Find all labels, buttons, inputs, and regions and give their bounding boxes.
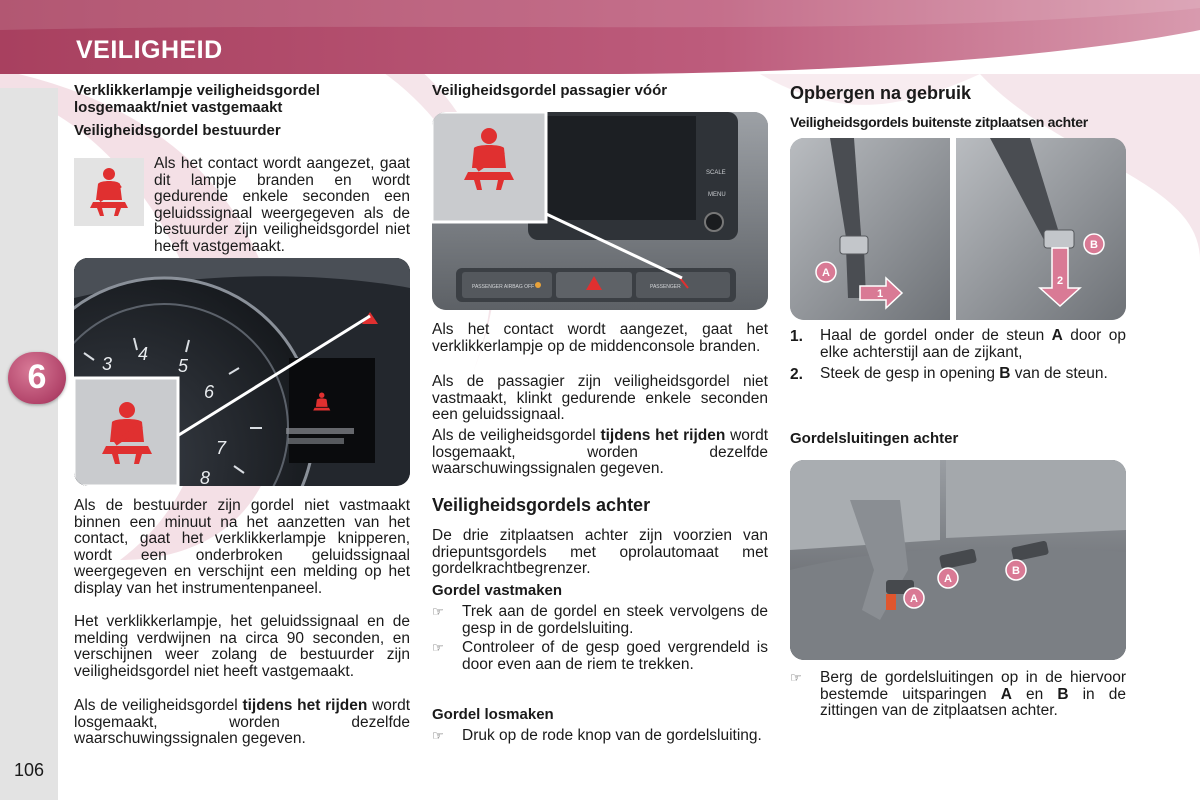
label-2: 2: [1056, 275, 1064, 287]
subheading-outer-seats: Veiligheidsgordels buitenste zitplaatsen achter: [790, 114, 1088, 130]
text-bold: tijdens het rijden: [242, 697, 368, 714]
passenger-label: PASSENGER: [650, 284, 681, 290]
stow-buckles-text: [820, 670, 1126, 720]
label-1: 1: [876, 288, 884, 300]
text-span: Berg de gordelsluitingen op in de hiervoor bestemde uitsparingen: [820, 669, 1126, 703]
pointing-hand-icon: ☞: [432, 604, 444, 619]
text-bold: tijdens het rijden: [600, 427, 726, 444]
rear-intro-text: De drie zitplaatsen achter zijn voorzien van driepuntsgordels met oprolautomaat met gordelkrachtbegrenzer.: [432, 527, 768, 577]
text-bold: B: [999, 365, 1011, 382]
text-span: wordt losgemaakt, worden dezelfde waarschuwingssignalen gegeven.: [74, 697, 411, 747]
step-1-number: 1.: [790, 328, 803, 345]
pointing-hand-icon: ☞: [790, 670, 802, 685]
text-span: van de steun.: [1010, 365, 1108, 382]
scale-label: SCALE: [706, 170, 726, 176]
gauge-number: 4: [138, 344, 149, 364]
text-bold: A: [1051, 327, 1063, 344]
gauge-number: 3: [102, 354, 113, 374]
column-passenger-belt: [432, 82, 769, 744]
text-bold: B: [1057, 685, 1069, 703]
side-strip: [0, 88, 58, 800]
rear-buckles-photo: [790, 460, 1126, 660]
fasten-item-2: Controleer of de gesp goed vergrendeld is door even aan de riem te trekken.: [462, 639, 768, 673]
text-span: door op elke achterstijl aan de zijkant,: [820, 327, 1126, 361]
pointing-hand-icon: ☞: [432, 728, 444, 743]
section-title: VEILIGHEID: [76, 36, 223, 64]
release-item-1: Druk op de rode knop van de gordelsluiting.: [462, 727, 762, 744]
heading-storage: Opbergen na gebruik: [790, 83, 972, 103]
step-2-number: 2.: [790, 366, 803, 383]
text-span: Als de veiligheidsgordel: [74, 697, 243, 714]
chapter-number: 6: [27, 358, 47, 396]
passenger-para-1: Als het contact wordt aangezet, gaat het verklikkerlampje op de middenconsole branden.: [432, 321, 768, 355]
step-1-text: [820, 328, 1126, 361]
driver-para-3: [74, 698, 410, 748]
gauge-number: 6: [204, 382, 215, 402]
text-span: wordt losgemaakt, worden dezelfde waarschuwingssignalen gegeven.: [432, 427, 769, 477]
seatbelt-warning-icon-box: [74, 158, 144, 226]
column-storage: [790, 82, 1127, 719]
driver-intro-text: Als het contact wordt aangezet, gaat dit lampje branden en wordt gedurende enkele seconden een geluidssignaal weergegeven als de bestuurder zijn veiligheidsgordel niet heeft vastgemaakt.: [154, 155, 410, 255]
pointing-hand-icon: ☞: [432, 640, 444, 655]
instrument-cluster-photo: [74, 258, 410, 486]
driver-para-2: Het verklikkerlampje, het geluidssignaal en de melding verdwijnen na circa 90 seconden, en verschijnen weer zolang de bestuurder zijn veiligheidsgordel niet heeft vastgemaakt.: [74, 613, 410, 680]
driver-para-1: Als de bestuurder zijn gordel niet vastmaakt binnen een minuut na het aanzetten van het contact, gaat het verklikkerlampje knipperen, wordt een onderbroken geluidssignaal weergegeven en verschijnt een melding op het display van het instrumentenpaneel.: [74, 497, 410, 597]
text-span: en: [1011, 685, 1058, 703]
label-a: A: [822, 267, 830, 279]
heading-passenger-belt: Veiligheidsgordel passagier vóór: [432, 82, 668, 99]
heading-fasten: Gordel vastmaken: [432, 582, 563, 599]
label-a: A: [910, 593, 918, 605]
heading-release: Gordel losmaken: [432, 706, 554, 723]
heading-driver-belt: Veiligheidsgordel bestuurder: [74, 122, 281, 139]
airbag-label: PASSENGER AIRBAG OFF: [472, 284, 535, 290]
chapter-tab[interactable]: [8, 352, 66, 404]
text-span: in de zittingen van de zitplaatsen achter.: [820, 685, 1127, 719]
page-number: 106: [14, 760, 45, 780]
heading-rear-buckles: Gordelsluitingen achter: [790, 430, 959, 447]
text-bold: A: [1000, 685, 1012, 703]
heading-warning-lamp: Verklikkerlampje veiligheidsgordel losgemaakt/niet vastgemaakt: [74, 82, 320, 116]
gauge-number: 8: [200, 468, 211, 486]
label-b: B: [1012, 565, 1020, 577]
gauge-number: 7: [216, 438, 227, 458]
menu-label: MENU: [708, 192, 726, 198]
passenger-para-2: Als de passagier zijn veiligheidsgordel niet vastmaakt, klinkt gedurende enkele seconden een geluidssignaal.: [432, 373, 768, 423]
gauge-number: 5: [178, 356, 189, 376]
text-span: Haal de gordel onder de steun: [820, 327, 1052, 344]
column-driver-belt: [74, 82, 411, 747]
label-b: B: [1090, 239, 1098, 251]
passenger-para-3: [432, 428, 768, 478]
heading-rear-belts: Veiligheidsgordels achter: [432, 495, 651, 515]
belt-storage-photo: [790, 138, 1126, 320]
label-a: A: [944, 573, 952, 585]
center-console-photo: [432, 112, 768, 310]
text-span: Steek de gesp in opening: [820, 365, 1000, 382]
text-span: Als de veiligheidsgordel: [432, 427, 601, 444]
seatbelt-warning-icon: [74, 158, 144, 226]
step-2-text: [820, 366, 1126, 383]
fasten-item-1: Trek aan de gordel en steek vervolgens de gesp in de gordelsluiting.: [462, 603, 768, 637]
